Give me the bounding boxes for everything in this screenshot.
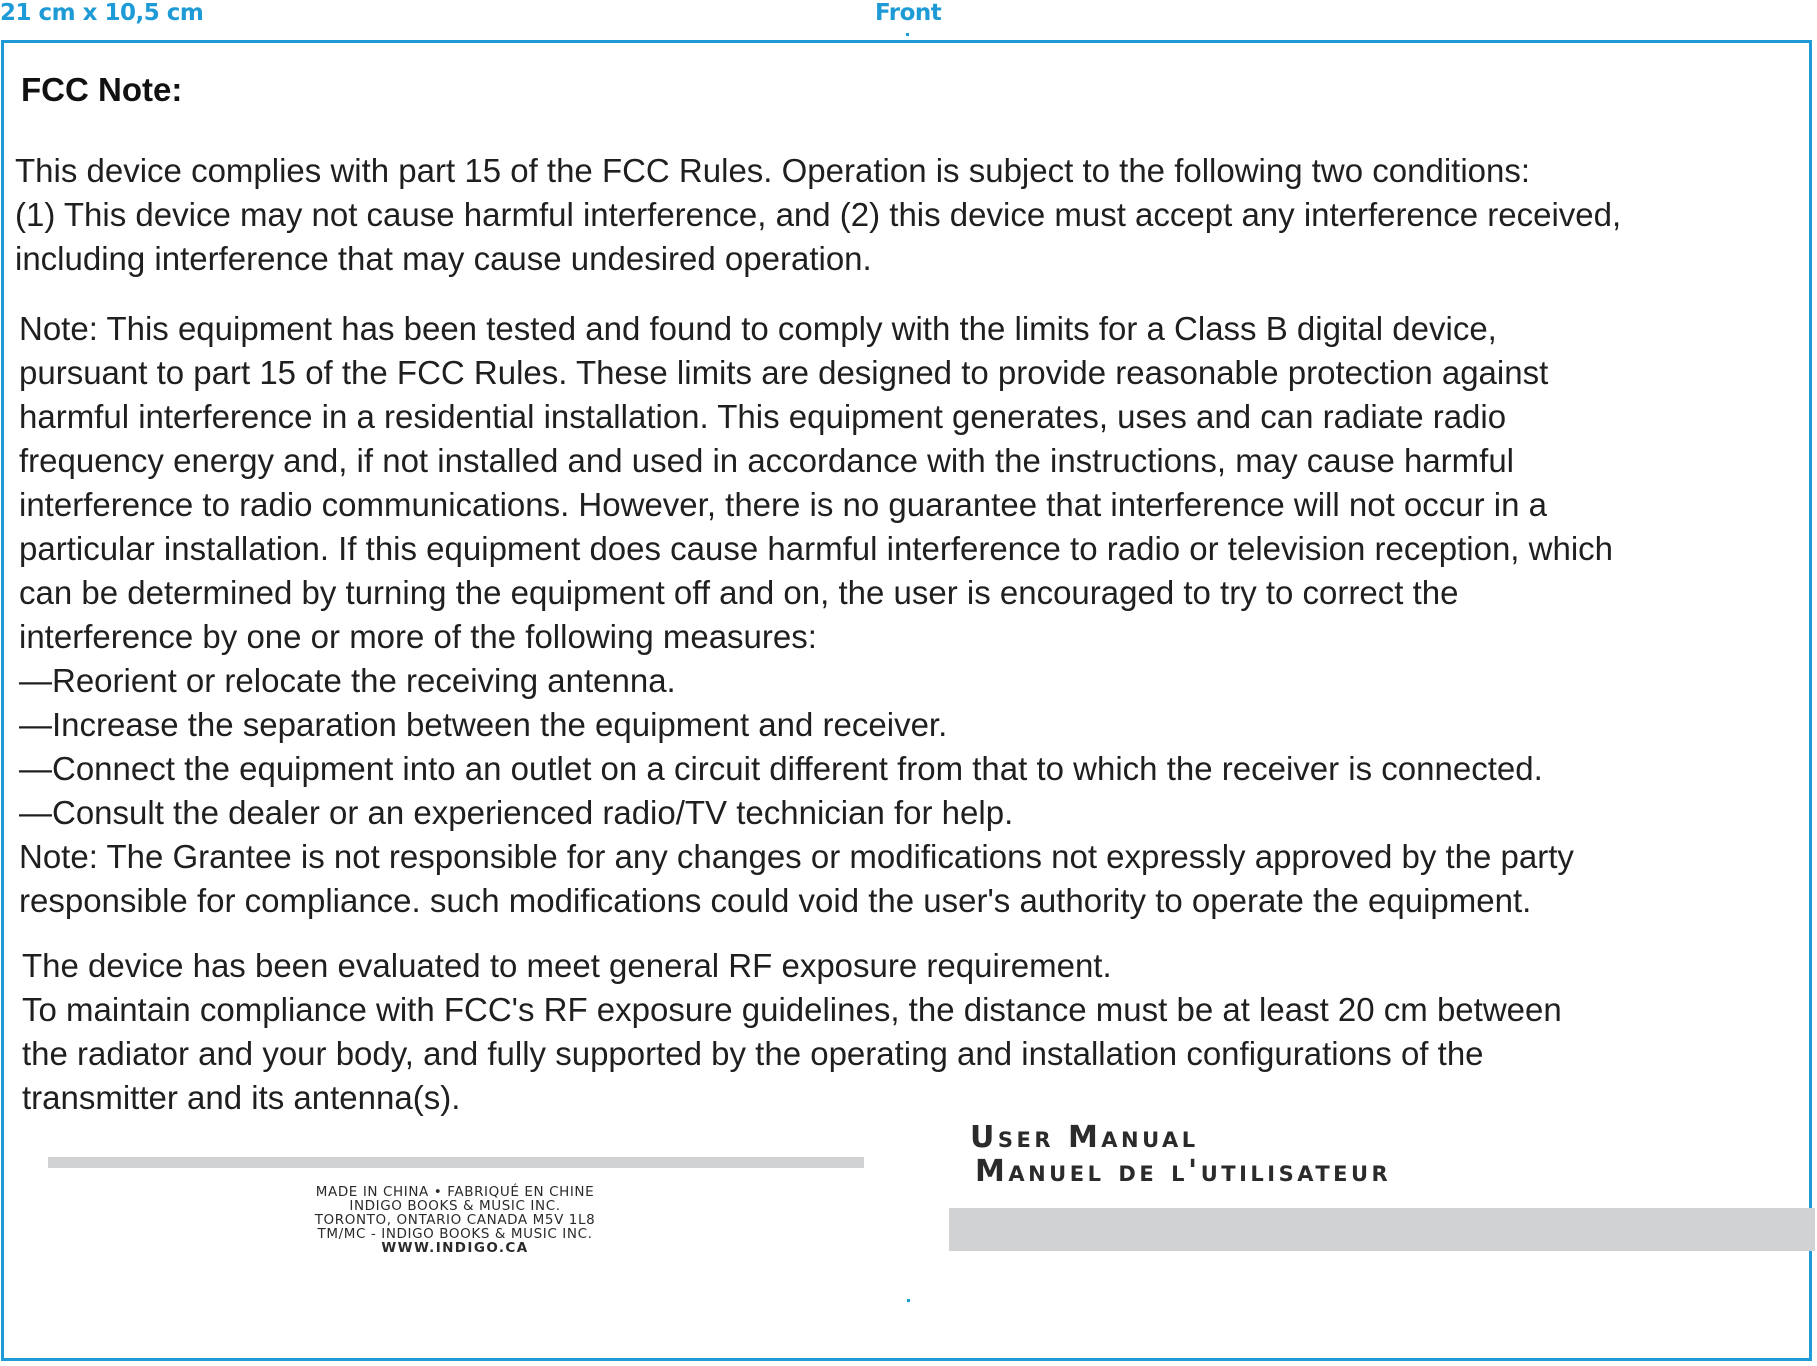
text-line: can be determined by turning the equipment off and on, the user is encouraged to try to correct the [19, 574, 1459, 611]
gray-band-bar [949, 1208, 1815, 1251]
text-line: the radiator and your body, and fully supported by the operating and installation configurations of the [22, 1035, 1484, 1072]
gray-divider-bar [48, 1157, 864, 1168]
text-line: frequency energy and, if not installed and used in accordance with the instructions, may cause harmful [19, 442, 1515, 479]
imprint-line: INDIGO BOOKS & MUSIC INC. [349, 1198, 561, 1214]
print-size-label: 21 cm x 10,5 cm [0, 0, 204, 26]
imprint-line: TM/MC - INDIGO BOOKS & MUSIC INC. [317, 1226, 593, 1242]
fcc-note-title: FCC Note: [21, 71, 183, 108]
measure-item: —Consult the dealer or an experienced radio/TV technician for help. [19, 794, 1014, 831]
text-line: pursuant to part 15 of the FCC Rules. These limits are designed to provide reasonable protection against [19, 354, 1549, 391]
fcc-compliance-paragraph [15, 149, 1621, 281]
imprint-website: WWW.INDIGO.CA [381, 1240, 529, 1256]
user-manual-title-fr: Manuel de l'utilisateur [975, 1154, 1392, 1189]
text-line: harmful interference in a residential installation. This equipment generates, uses and can radiate radio [19, 398, 1507, 435]
text-line: including interference that may cause undesired operation. [15, 240, 872, 277]
measure-item: —Reorient or relocate the receiving antenna. [19, 662, 676, 699]
text-line: (1) This device may not cause harmful interference, and (2) this device must accept any interference received, [15, 196, 1622, 233]
publisher-imprint [260, 1185, 650, 1255]
center-guide-mark [906, 33, 909, 36]
rf-exposure-paragraph [22, 944, 1562, 1120]
text-line: particular installation. If this equipment does cause harmful interference to radio or television reception, which [19, 530, 1614, 567]
text-line: transmitter and its antenna(s). [22, 1079, 461, 1116]
class-b-note-paragraph [19, 307, 1613, 923]
measure-item: —Connect the equipment into an outlet on a circuit different from that to which the receiver is connected. [19, 750, 1543, 787]
text-line: Note: The Grantee is not responsible for any changes or modifications not expressly approved by the party [19, 838, 1574, 875]
text-line: responsible for compliance. such modifications could void the user's authority to operate the equipment. [19, 882, 1532, 919]
imprint-line: TORONTO, ONTARIO CANADA M5V 1L8 [314, 1212, 596, 1228]
print-side-label: Front [875, 0, 942, 26]
text-line: This device complies with part 15 of the FCC Rules. Operation is subject to the following two conditions: [15, 152, 1531, 189]
center-guide-mark [907, 1299, 910, 1302]
measure-item: —Increase the separation between the equipment and receiver. [19, 706, 948, 743]
user-manual-title: User Manual [970, 1120, 1199, 1155]
imprint-line: MADE IN CHINA • FABRIQUÉ EN CHINE [315, 1184, 595, 1200]
text-line: interference to radio communications. However, there is no guarantee that interference will not occur in a [19, 486, 1547, 523]
text-line: The device has been evaluated to meet general RF exposure requirement. [22, 947, 1112, 984]
text-line: To maintain compliance with FCC's RF exposure guidelines, the distance must be at least 20 cm between [22, 991, 1562, 1028]
text-line: Note: This equipment has been tested and found to comply with the limits for a Class B digital device, [19, 310, 1497, 347]
text-line: interference by one or more of the following measures: [19, 618, 817, 655]
